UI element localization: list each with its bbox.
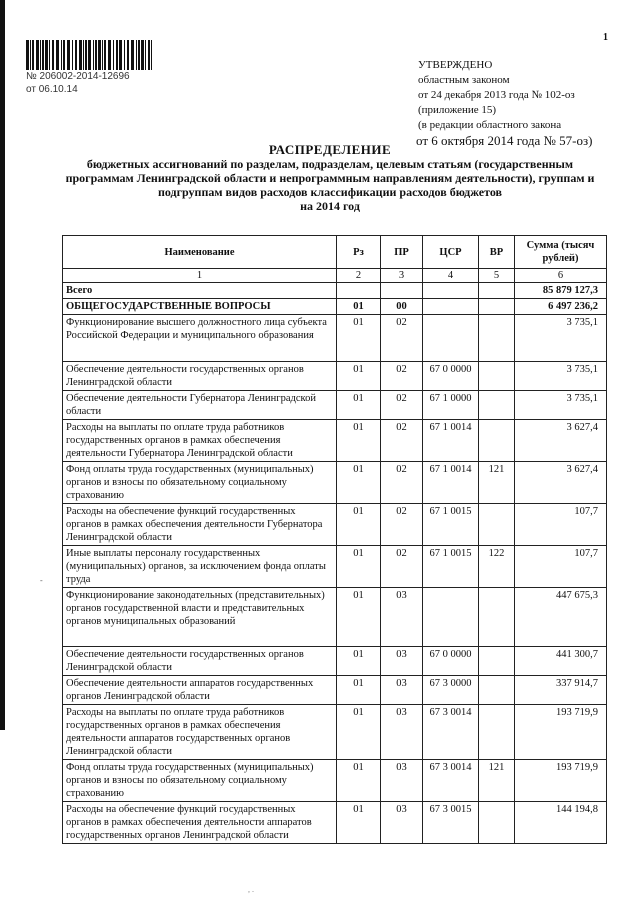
approval-line-6: от 6 октября 2014 года № 57-оз) (416, 133, 593, 148)
cell-csr (423, 315, 479, 362)
cell-vr: 121 (479, 760, 515, 802)
registration-stamp (26, 70, 130, 96)
approval-line-4: (приложение 15) (418, 104, 497, 116)
approval-block (418, 58, 592, 148)
cell-name: ОБЩЕГОСУДАРСТВЕННЫЕ ВОПРОСЫ (63, 299, 337, 315)
cell-pr: 02 (381, 504, 423, 546)
cell-rz: 01 (337, 504, 381, 546)
cell-csr: 67 1 0014 (423, 420, 479, 462)
cell-sum: 6 497 236,2 (515, 299, 607, 315)
table-row (63, 391, 607, 420)
scan-edge-bar (0, 0, 5, 730)
cell-vr (479, 705, 515, 760)
cell-sum: 193 719,9 (515, 760, 607, 802)
cell-name: Функционирование законодательных (представительных) органов государственной власти и представительных органов муниципальных образований (63, 588, 337, 647)
table-row (63, 362, 607, 391)
cell-rz: 01 (337, 299, 381, 315)
table-row (63, 420, 607, 462)
cell-name: Всего (63, 283, 337, 299)
col-number: 1 (63, 269, 337, 283)
cell-csr: 67 3 0015 (423, 802, 479, 844)
cell-sum: 447 675,3 (515, 588, 607, 647)
table-row (63, 504, 607, 546)
col-number: 3 (381, 269, 423, 283)
col-header-csr: ЦСР (423, 236, 479, 269)
cell-vr (479, 362, 515, 391)
cell-csr (423, 588, 479, 647)
cell-pr: 00 (381, 299, 423, 315)
barcode (26, 40, 152, 70)
cell-sum: 337 914,7 (515, 676, 607, 705)
registration-number: № 206002-2014-12696 (26, 71, 130, 82)
cell-pr (381, 283, 423, 299)
cell-csr: 67 1 0015 (423, 504, 479, 546)
table-row (63, 315, 607, 362)
table-row (63, 546, 607, 588)
cell-vr (479, 420, 515, 462)
cell-vr: 122 (479, 546, 515, 588)
table-row (63, 760, 607, 802)
cell-sum: 3 735,1 (515, 315, 607, 362)
cell-csr: 67 3 0014 (423, 760, 479, 802)
cell-sum: 144 194,8 (515, 802, 607, 844)
col-number: 5 (479, 269, 515, 283)
cell-vr: 121 (479, 462, 515, 504)
cell-sum: 193 719,9 (515, 705, 607, 760)
table-row (63, 676, 607, 705)
cell-rz: 01 (337, 588, 381, 647)
cell-vr (479, 647, 515, 676)
cell-sum: 3 627,4 (515, 462, 607, 504)
cell-name: Обеспечение деятельности аппаратов государственных органов Ленинградской области (63, 676, 337, 705)
approval-line-1: УТВЕРЖДЕНО (418, 59, 493, 71)
cell-vr (479, 504, 515, 546)
cell-rz: 01 (337, 760, 381, 802)
cell-pr: 03 (381, 705, 423, 760)
cell-pr: 02 (381, 462, 423, 504)
cell-name: Фонд оплаты труда государственных (муниципальных) органов и взносы по обязательному социальному страхованию (63, 462, 337, 504)
col-number: 4 (423, 269, 479, 283)
cell-sum: 3 735,1 (515, 362, 607, 391)
cell-pr: 03 (381, 647, 423, 676)
cell-vr (479, 283, 515, 299)
approval-line-3: от 24 декабря 2013 года № 102-оз (418, 89, 575, 101)
cell-sum: 85 879 127,3 (515, 283, 607, 299)
table-row (63, 705, 607, 760)
cell-rz: 01 (337, 676, 381, 705)
col-number: 6 (515, 269, 607, 283)
cell-csr: 67 1 0000 (423, 391, 479, 420)
cell-csr: 67 1 0015 (423, 546, 479, 588)
cell-csr: 67 0 0000 (423, 647, 479, 676)
cell-sum: 107,7 (515, 504, 607, 546)
cell-sum: 3 735,1 (515, 391, 607, 420)
approval-line-2: областным законом (418, 74, 510, 86)
cell-csr: 67 0 0000 (423, 362, 479, 391)
cell-pr: 02 (381, 420, 423, 462)
cell-sum: 3 627,4 (515, 420, 607, 462)
cell-rz: 01 (337, 705, 381, 760)
table-row (63, 588, 607, 647)
cell-csr (423, 283, 479, 299)
cell-rz: 01 (337, 462, 381, 504)
cell-pr: 02 (381, 546, 423, 588)
cell-pr: 03 (381, 676, 423, 705)
cell-name: Фонд оплаты труда государственных (муниципальных) органов и взносы по обязательному социальному страхованию (63, 760, 337, 802)
scan-artifact: , . (248, 885, 254, 894)
document-title (40, 143, 620, 213)
cell-rz (337, 283, 381, 299)
col-header-pr: ПР (381, 236, 423, 269)
title-line-4: на 2014 год (300, 199, 360, 213)
budget-table (62, 235, 607, 844)
cell-pr: 02 (381, 391, 423, 420)
table-row (63, 299, 607, 315)
cell-vr (479, 299, 515, 315)
title-line-3: подгруппам видов расходов классификации расходов бюджетов (157, 185, 503, 199)
table-row (63, 802, 607, 844)
cell-csr (423, 299, 479, 315)
col-header-name: Наименование (63, 236, 337, 269)
col-number: 2 (337, 269, 381, 283)
table-body (63, 283, 607, 844)
cell-vr (479, 676, 515, 705)
cell-pr: 02 (381, 362, 423, 391)
col-header-vr: ВР (479, 236, 515, 269)
table-row (63, 462, 607, 504)
cell-vr (479, 802, 515, 844)
col-header-sum: Сумма (тысяч рублей) (515, 236, 607, 269)
cell-name: Расходы на выплаты по оплате труда работников государственных органов в рамках обеспечения деятельности Губернатора Ленинградской области (63, 420, 337, 462)
cell-pr: 02 (381, 315, 423, 362)
approval-line-5: (в редакции областного закона (418, 119, 562, 131)
scan-mark: - (40, 576, 43, 585)
cell-name: Функционирование высшего должностного лица субъекта Российской Федерации и муниципального образования (63, 315, 337, 362)
cell-name: Расходы на выплаты по оплате труда работников государственных органов в рамках обеспечения деятельности аппаратов государственных органов Ленинградской области (63, 705, 337, 760)
registration-date: от 06.10.14 (26, 84, 78, 95)
cell-rz: 01 (337, 315, 381, 362)
col-header-rz: Рз (337, 236, 381, 269)
cell-name: Обеспечение деятельности государственных органов Ленинградской области (63, 647, 337, 676)
cell-csr: 67 1 0014 (423, 462, 479, 504)
cell-csr: 67 3 0014 (423, 705, 479, 760)
cell-rz: 01 (337, 362, 381, 391)
cell-rz: 01 (337, 647, 381, 676)
title-main: РАСПРЕДЕЛЕНИЕ (268, 142, 392, 157)
cell-name: Иные выплаты персоналу государственных (муниципальных) органов, за исключением фонда оплаты труда (63, 546, 337, 588)
title-line-2: программам Ленинградской области и непрограммным направлениям деятельности), группам и (65, 171, 595, 185)
cell-name: Расходы на обеспечение функций государственных органов в рамках обеспечения деятельности Губернатора Ленинградской области (63, 504, 337, 546)
page-number: 1 (603, 32, 608, 43)
table-row (63, 647, 607, 676)
cell-vr (479, 391, 515, 420)
cell-pr: 03 (381, 802, 423, 844)
cell-name: Расходы на обеспечение функций государственных органов в рамках обеспечения деятельности аппаратов государственных органов Ленинградской области (63, 802, 337, 844)
cell-pr: 03 (381, 588, 423, 647)
cell-rz: 01 (337, 391, 381, 420)
cell-name: Обеспечение деятельности Губернатора Ленинградской области (63, 391, 337, 420)
title-line-1: бюджетных ассигнований по разделам, подразделам, целевым статьям (государственным (86, 157, 574, 171)
cell-name: Обеспечение деятельности государственных органов Ленинградской области (63, 362, 337, 391)
cell-sum: 441 300,7 (515, 647, 607, 676)
cell-rz: 01 (337, 420, 381, 462)
cell-csr: 67 3 0000 (423, 676, 479, 705)
table-header-row (63, 236, 607, 269)
cell-rz: 01 (337, 546, 381, 588)
table-row (63, 283, 607, 299)
table-number-row (63, 269, 607, 283)
cell-vr (479, 315, 515, 362)
cell-sum: 107,7 (515, 546, 607, 588)
cell-rz: 01 (337, 802, 381, 844)
cell-vr (479, 588, 515, 647)
cell-pr: 03 (381, 760, 423, 802)
